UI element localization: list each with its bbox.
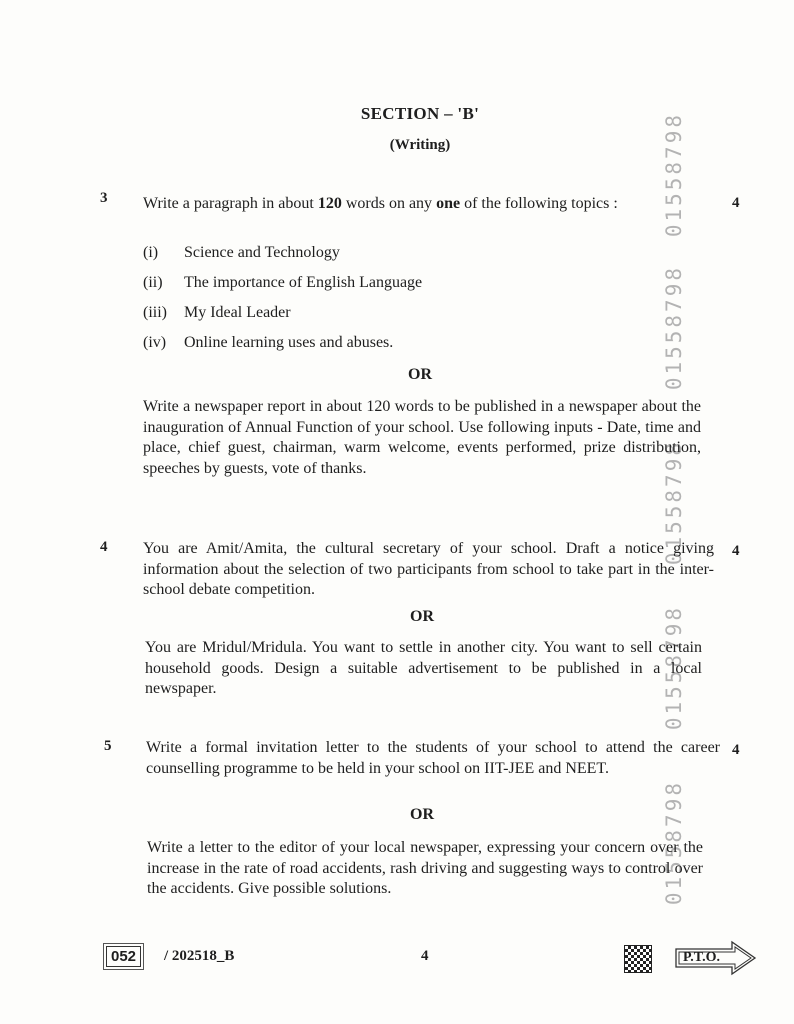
or-divider: OR [408, 366, 432, 383]
section-subtitle: (Writing) [389, 137, 451, 153]
question-3-number: 3 [100, 190, 108, 206]
subject-code-box [106, 948, 141, 966]
question-3-alternative: Write a newspaper report in about 120 words to be published in a newspaper about the inauguration of Annual Function of your school. Use following inputs - Date, time and place, chief guest, chairman, warm welcome, events performed, prize distribution, speeches by guests, vote of thanks. [143, 398, 701, 477]
watermark-serial: 01558798 [662, 440, 686, 566]
watermark-serial: 01558798 [662, 112, 686, 238]
question-5-text: Write a formal invitation letter to the students of your school to attend the career counselling programme to be held in your school on IIT-JEE and NEET. [146, 739, 720, 777]
question-5-number: 5 [104, 738, 112, 754]
watermark-serial: 01558798 [662, 265, 686, 391]
question-4-text: You are Amit/Amita, the cultural secretary of your school. Draft a notice giving information about the selection of two participants from school to take part in the inter-school debate competition. [143, 540, 714, 598]
question-4-alternative: You are Mridul/Mridula. You want to settle in another city. You want to sell certain household goods. Design a suitable advertisement to be published in a local newspaper. [145, 639, 702, 697]
question-3-prompt: Write a paragraph in about 120 words on any one of the following topics : [143, 195, 618, 212]
watermark-serial: 01558798 [662, 605, 686, 731]
topic-item: (iii) My Ideal Leader [143, 304, 291, 321]
question-4-marks: 4 [732, 543, 740, 559]
question-5-alternative: Write a letter to the editor of your local newspaper, expressing your concern over the increase in the rate of road accidents, rash driving and suggesting ways to control over the accidents. Give possible solutions. [147, 839, 703, 897]
topic-item: (iv) Online learning uses and abuses. [143, 334, 394, 351]
pto-label: P.T.O. [683, 950, 720, 965]
section-title: SECTION – 'B' [360, 104, 480, 123]
page-number: 4 [421, 948, 429, 964]
pto-arrow [674, 940, 758, 976]
topic-item: (i) Science and Technology [143, 244, 340, 261]
qr-code-icon [624, 945, 652, 973]
question-3-marks: 4 [732, 195, 740, 211]
subject-code: 052 [106, 946, 141, 967]
topic-item: (ii) The importance of English Language [143, 274, 423, 291]
question-4-number: 4 [100, 539, 108, 555]
question-5-marks: 4 [732, 742, 740, 758]
paper-code: / 202518_B [164, 948, 235, 964]
watermark-serial: 01558798 [662, 780, 686, 906]
or-divider: OR [410, 806, 434, 823]
or-divider: OR [410, 608, 434, 625]
